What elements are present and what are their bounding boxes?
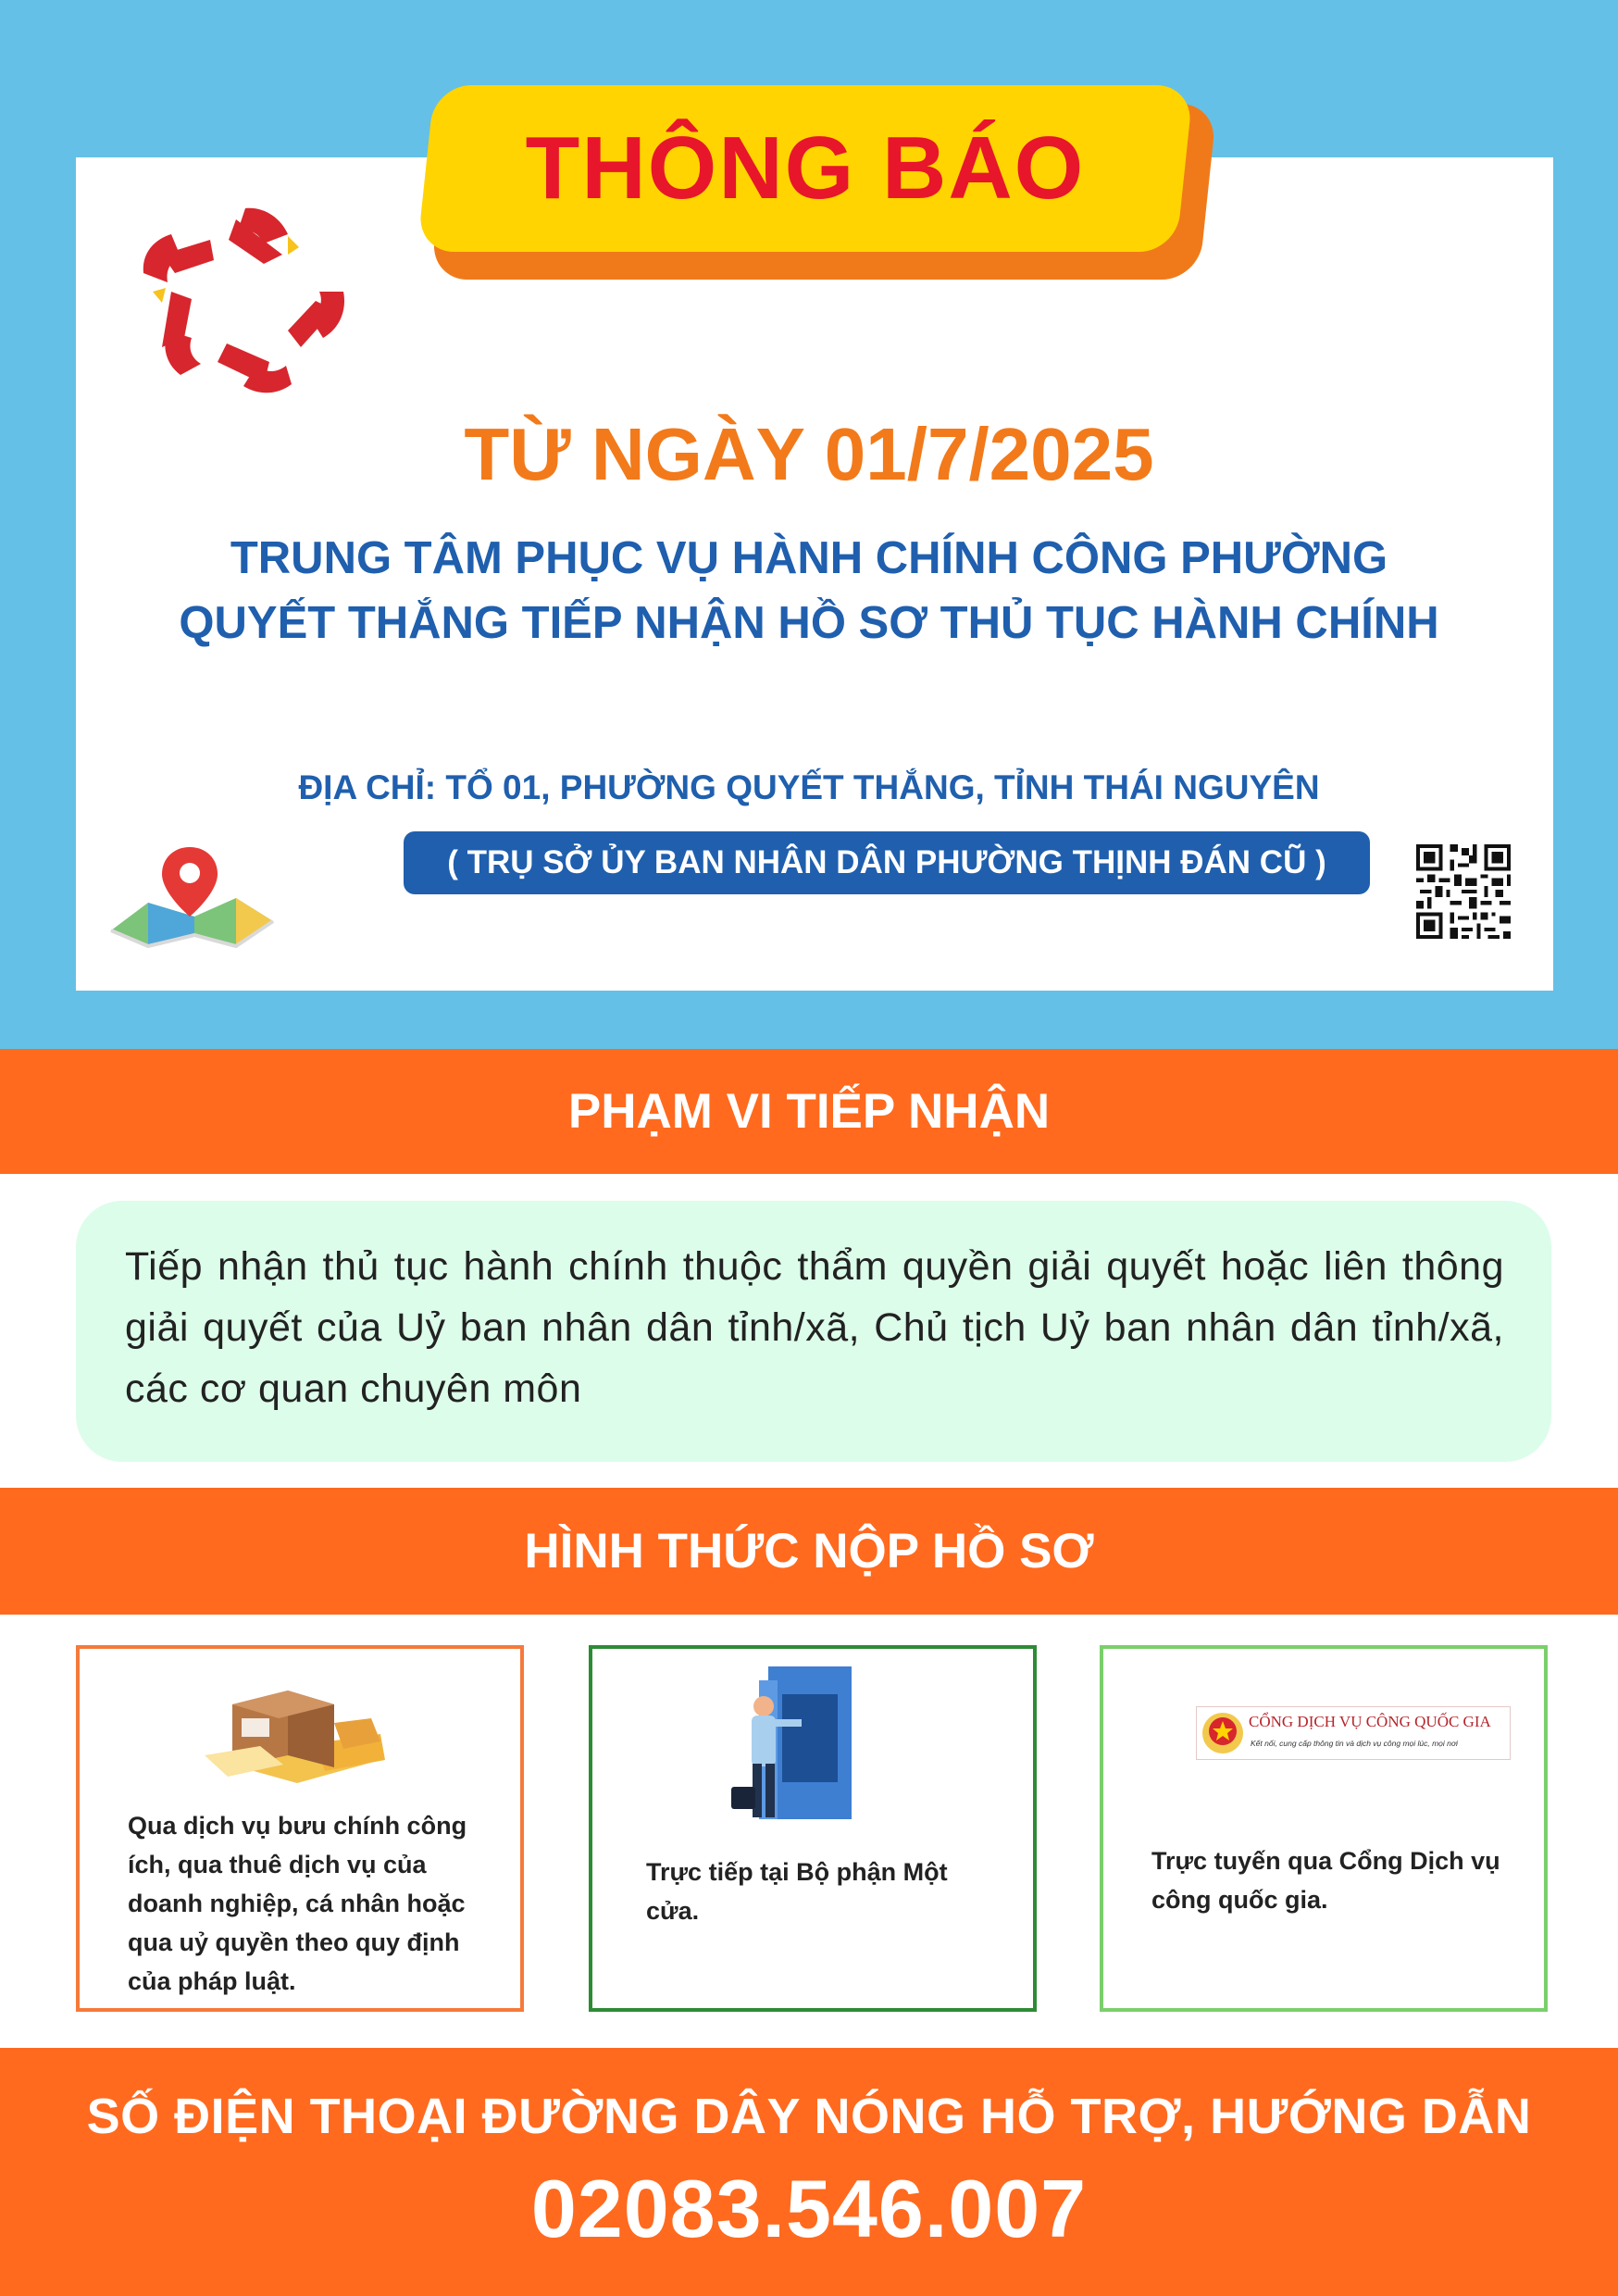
star-hands-logo-icon xyxy=(125,199,352,407)
portal-logo-title: CỔNG DỊCH VỤ CÔNG QUỐC GIA xyxy=(1249,1713,1491,1730)
method-card-postal xyxy=(76,1645,524,2012)
scope-heading-bar xyxy=(0,1049,1618,1174)
address-note-pill xyxy=(404,831,1370,894)
national-emblem-icon xyxy=(1201,1711,1245,1755)
counter-kiosk-icon xyxy=(722,1662,870,1828)
effective-date-title: TỪ NGÀY 01/7/2025 xyxy=(464,413,1154,495)
portal-logo-subtitle: Kết nối, cung cấp thông tin và dịch vụ công mọi lúc, mọi nơi xyxy=(1251,1739,1458,1748)
method-card-online xyxy=(1100,1645,1548,2012)
national-portal-logo xyxy=(1196,1706,1511,1760)
method-card-counter xyxy=(589,1645,1037,2012)
address-text: ĐỊA CHỈ: TỔ 01, PHƯỜNG QUYẾT THẮNG, TỈNH THÁI NGUYÊN xyxy=(298,768,1320,806)
parcel-boxes-icon xyxy=(195,1677,390,1788)
hotline-label: SỐ ĐIỆN THOẠI ĐƯỜNG DÂY NÓNG HỖ TRỢ, HƯỚNG DẪN xyxy=(86,2089,1532,2144)
method-text-online: Trực tuyến qua Cổng Dịch vụ công quốc gia. xyxy=(1151,1847,1500,1914)
scope-heading: PHẠM VI TIẾP NHẬN xyxy=(567,1084,1051,1139)
center-name-line-2: QUYẾT THẮNG TIẾP NHẬN HỒ SƠ THỦ TỤC HÀNH CHÍNH xyxy=(179,598,1439,648)
banner-title: THÔNG BÁO xyxy=(525,119,1086,218)
map-pin-icon xyxy=(106,842,278,949)
address-note-text: ( TRỤ SỞ ỦY BAN NHÂN DÂN PHƯỜNG THỊNH ĐÁN CŨ ) xyxy=(447,844,1326,880)
method-text-counter: Trực tiếp tại Bộ phận Một cửa. xyxy=(646,1858,948,1925)
methods-heading-bar xyxy=(0,1488,1618,1615)
method-text-postal: Qua dịch vụ bưu chính công ích, qua thuê dịch vụ của doanh nghiệp, cá nhân hoặc qua uỷ quyền theo quy định của pháp luật. xyxy=(128,1812,467,1995)
methods-heading: HÌNH THỨC NỘP HỒ SƠ xyxy=(524,1524,1094,1578)
hotline-number: 02083.546.007 xyxy=(530,2163,1088,2254)
hotline-bar xyxy=(0,2048,1618,2296)
center-name-line-1: TRUNG TÂM PHỤC VỤ HÀNH CHÍNH CÔNG PHƯỜNG xyxy=(230,533,1388,583)
qr-code-icon xyxy=(1416,844,1511,939)
scope-text: Tiếp nhận thủ tục hành chính thuộc thẩm quyền giải quyết hoặc liên thông giải quyết của Uỷ ban nhân dân tỉnh/xã, Chủ tịch Uỷ ban nhân dân tỉnh/xã, các cơ quan chuyên môn xyxy=(125,1244,1504,1411)
